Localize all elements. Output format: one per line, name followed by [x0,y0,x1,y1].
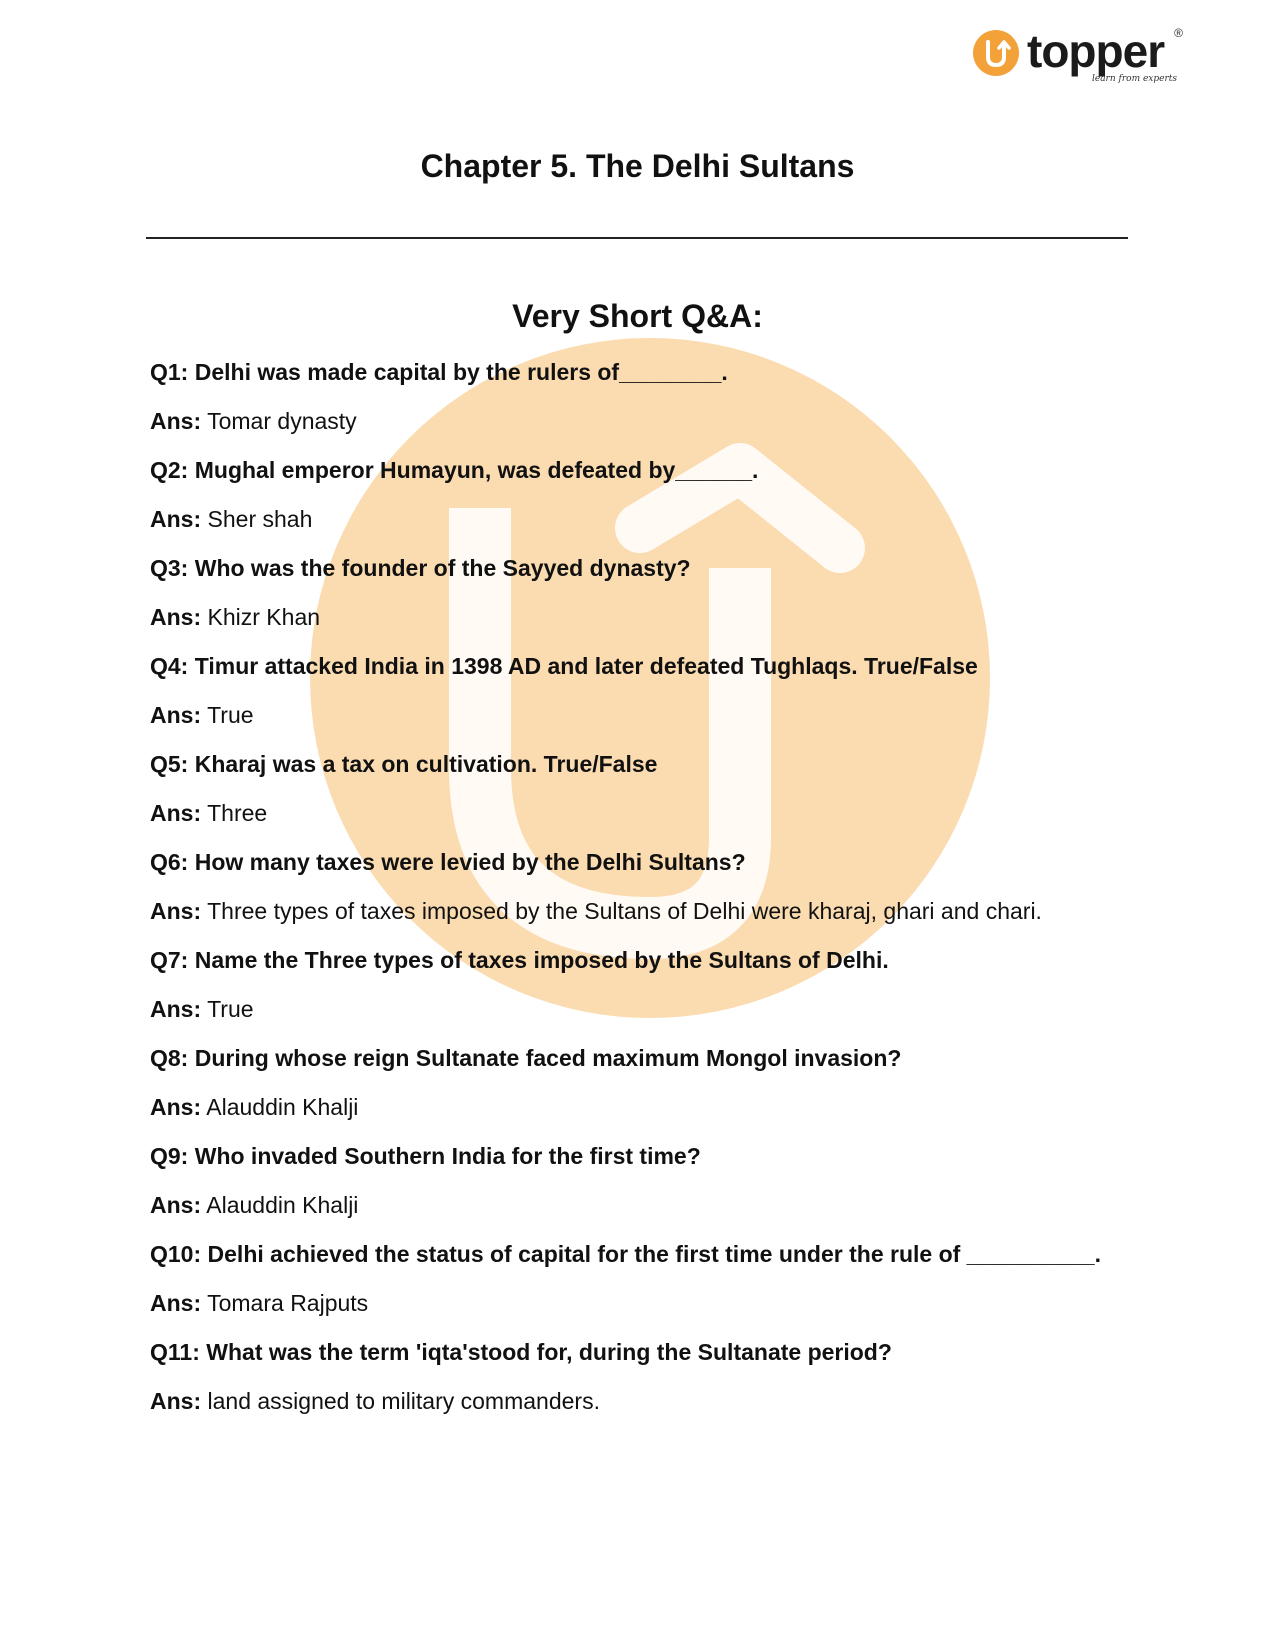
answer-label: Ans: [150,800,202,826]
question-3 [150,552,1140,584]
answer-9 [150,1189,1140,1221]
answer-label: Ans: [150,1094,202,1120]
logo-tagline: learn from experts [1091,74,1177,84]
question-10 [150,1238,1140,1270]
answer-label: Ans: [150,1192,202,1218]
question-6 [150,846,1140,878]
registered-mark: ® [1174,26,1183,40]
answer-5 [150,797,1140,829]
question-label: Q3: [150,555,189,581]
answer-text: Three [207,800,268,826]
answer-text: Alauddin Khalji [206,1094,359,1120]
answer-3 [150,601,1140,633]
answer-label: Ans: [150,604,202,630]
question-4 [150,650,1140,682]
title-divider [146,237,1128,239]
answer-label: Ans: [150,1388,202,1414]
question-5 [150,748,1140,780]
question-8 [150,1042,1140,1074]
answer-text: True [207,702,254,728]
answer-10 [150,1287,1140,1319]
answer-text: land assigned to military commanders. [207,1388,600,1414]
question-label: Q7: [150,947,189,973]
question-9 [150,1140,1140,1172]
question-label: Q10: [150,1241,202,1267]
logo-wordmark: topper [1027,25,1165,77]
question-label: Q6: [150,849,189,875]
question-text: Who was the founder of the Sayyed dynasty? [194,555,691,581]
question-text: Timur attacked India in 1398 AD and later defeated Tughlaqs. True/False [194,653,978,679]
answer-label: Ans: [150,408,202,434]
answer-label: Ans: [150,506,202,532]
question-label: Q8: [150,1045,189,1071]
answer-6 [150,895,1140,927]
question-text: Mughal emperor Humayun, was defeated by______. [194,457,759,483]
answer-text: Three types of taxes imposed by the Sultans of Delhi were kharaj, ghari and chari. [207,898,1042,924]
question-label: Q1: [150,359,189,385]
answer-text: Alauddin Khalji [206,1192,359,1218]
question-text: Who invaded Southern India for the first time? [194,1143,701,1169]
section-title: Very Short Q&A: [512,298,763,334]
answer-label: Ans: [150,996,202,1022]
question-text: Delhi achieved the status of capital for the first time under the rule of __________. [207,1241,1101,1267]
qa-list [150,356,1140,1434]
answer-1 [150,405,1140,437]
answer-label: Ans: [150,702,202,728]
question-text: Delhi was made capital by the rulers of________. [194,359,728,385]
answer-text: Tomar dynasty [207,408,357,434]
question-label: Q2: [150,457,189,483]
answer-text: Khizr Khan [207,604,321,630]
question-text: Kharaj was a tax on cultivation. True/False [194,751,658,777]
question-1 [150,356,1140,388]
question-7 [150,944,1140,976]
answer-7 [150,993,1140,1025]
question-label: Q4: [150,653,189,679]
question-text: Name the Three types of taxes imposed by the Sultans of Delhi. [194,947,889,973]
answer-11 [150,1385,1140,1417]
question-label: Q11: [150,1339,200,1365]
chapter-title: Chapter 5. The Delhi Sultans [420,148,855,184]
question-text: What was the term 'iqta'stood for, during the Sultanate period? [206,1339,892,1365]
question-label: Q9: [150,1143,189,1169]
question-text: How many taxes were levied by the Delhi Sultans? [194,849,746,875]
question-text: During whose reign Sultanate faced maximum Mongol invasion? [194,1045,902,1071]
question-2 [150,454,1140,486]
answer-label: Ans: [150,898,202,924]
question-label: Q5: [150,751,189,777]
answer-text: Tomara Rajputs [207,1290,369,1316]
answer-4 [150,699,1140,731]
answer-8 [150,1091,1140,1123]
answer-label: Ans: [150,1290,202,1316]
logo-u-icon [973,30,1019,76]
answer-2 [150,503,1140,535]
question-11 [150,1336,1140,1368]
topper-logo [973,25,1183,92]
answer-text: True [207,996,254,1022]
answer-text: Sher shah [207,506,313,532]
